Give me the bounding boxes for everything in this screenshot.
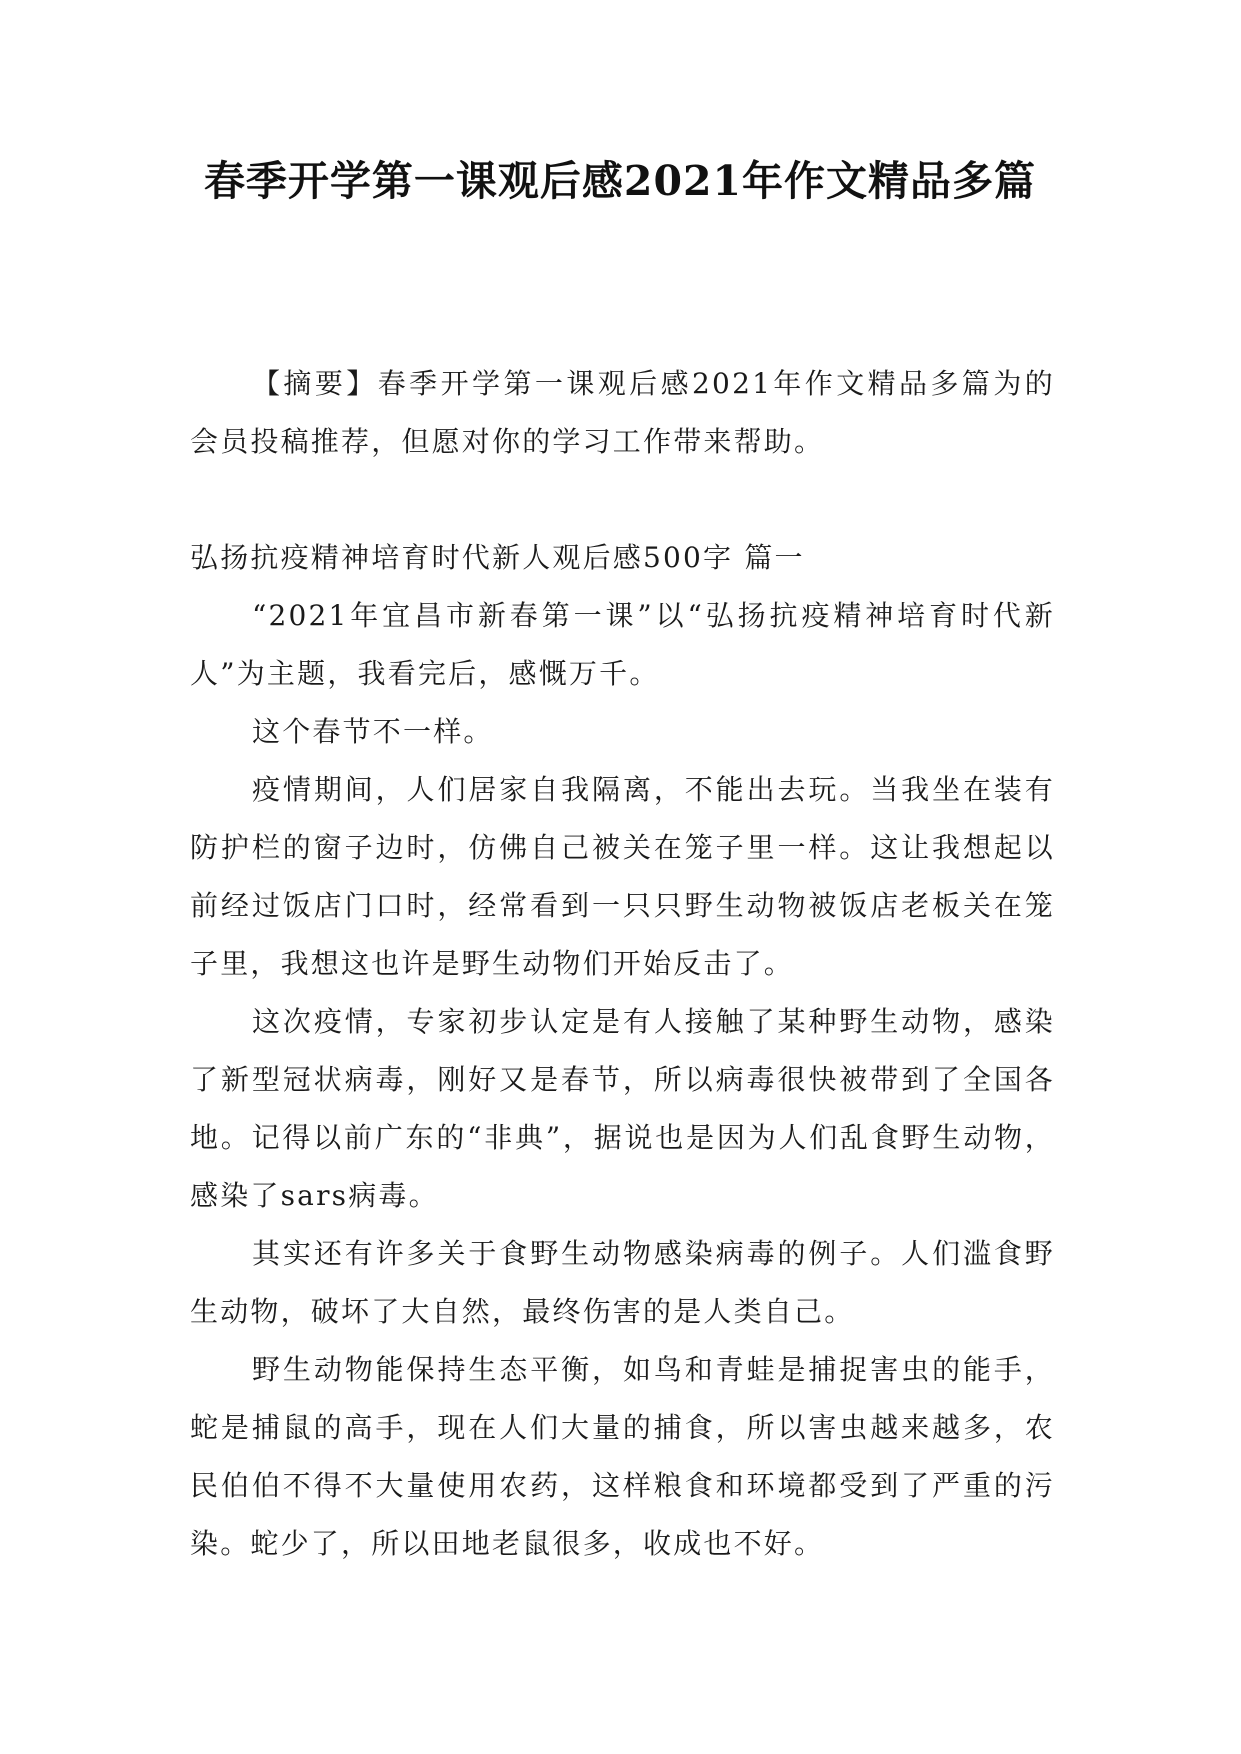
abstract-paragraph: 【摘要】春季开学第一课观后感2021年作文精品多篇为的会员投稿推荐，但愿对你的学习工作带来帮助。 — [190, 367, 1055, 458]
body-paragraph: 疫情期间，人们居家自我隔离，不能出去玩。当我坐在装有防护栏的窗子边时，仿佛自己被关在笼子里一样。这让我想起以前经过饭店门口时，经常看到一只只野生动物被饭店老板关在笼子里，我想这也许是野生动物们开始反击了。 — [190, 773, 1055, 980]
body-paragraph: “2021年宜昌市新春第一课”以“弘扬抗疫精神培育时代新人”为主题，我看完后，感慨万千。 — [190, 599, 1055, 690]
section-heading: 弘扬抗疫精神培育时代新人观后感500字 篇一 — [190, 541, 805, 574]
body-paragraph: 这次疫情，专家初步认定是有人接触了某种野生动物，感染了新型冠状病毒，刚好又是春节，所以病毒很快被带到了全国各地。记得以前广东的“非典”，据说也是因为人们乱食野生动物，感染了sars病毒。 — [190, 1005, 1055, 1212]
body-paragraph: 这个春节不一样。 — [252, 715, 494, 748]
body-paragraph: 野生动物能保持生态平衡，如鸟和青蛙是捕捉害虫的能手，蛇是捕鼠的高手，现在人们大量的捕食，所以害虫越来越多，农民伯伯不得不大量使用农药，这样粮食和环境都受到了严重的污染。蛇少了，所以田地老鼠很多，收成也不好。 — [190, 1353, 1055, 1560]
body-paragraph: 其实还有许多关于食野生动物感染病毒的例子。人们滥食野生动物，破坏了大自然，最终伤害的是人类自己。 — [190, 1237, 1055, 1328]
document-title: 春季开学第一课观后感2021年作文精品多篇 — [203, 157, 1037, 205]
document-body — [190, 355, 1055, 1573]
